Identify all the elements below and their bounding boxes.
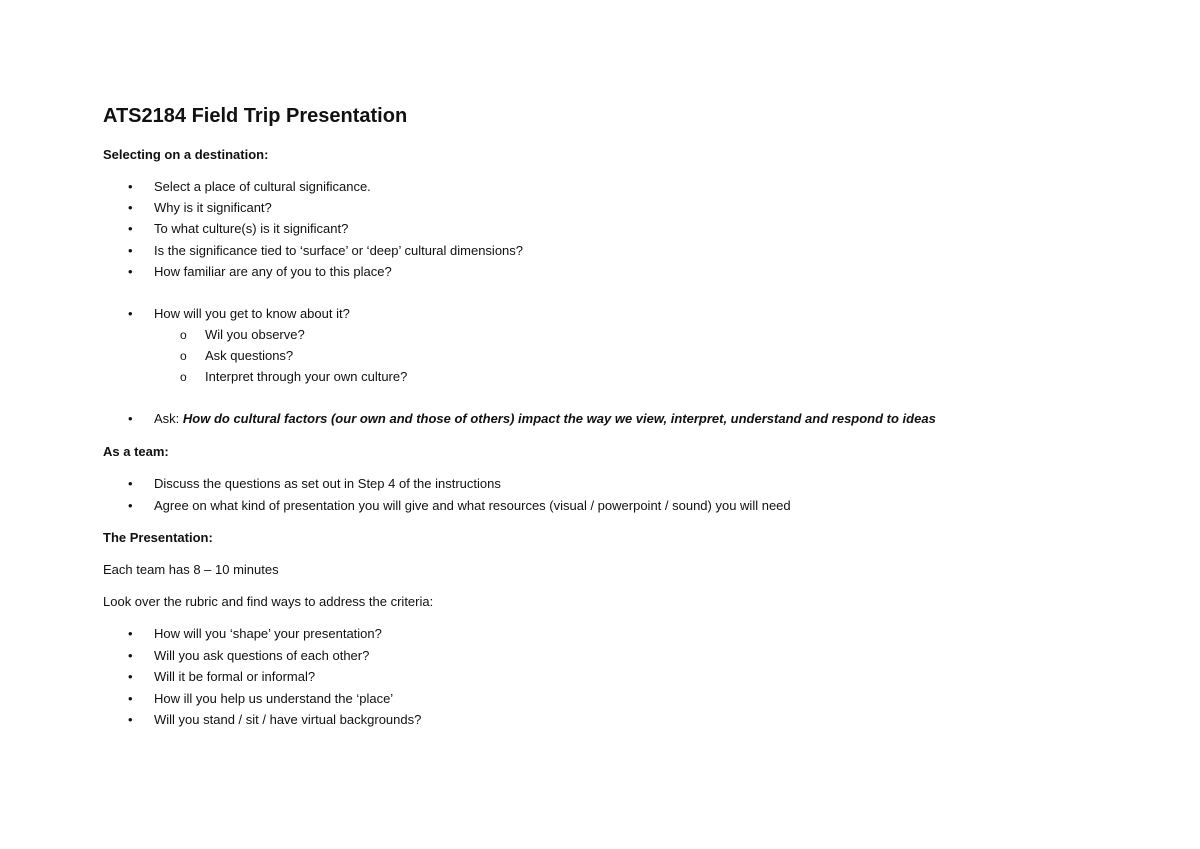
list-item-text: Why is it significant?: [154, 200, 272, 215]
rubric-instruction-text: Look over the rubric and find ways to address the criteria:: [103, 594, 434, 609]
time-limit-text: Each team has 8 – 10 minutes: [103, 562, 279, 577]
bullet-icon: •: [128, 476, 133, 491]
list-item-text: Agree on what kind of presentation you will give and what resources (visual / powerpoint / sound) you will need: [154, 498, 791, 513]
bullet-icon: •: [128, 648, 133, 663]
bullet-icon: •: [128, 200, 133, 215]
section-heading-team: As a team:: [103, 444, 169, 459]
sub-list-item-text: Interpret through your own culture?: [205, 369, 408, 384]
list-item-text: How familiar are any of you to this place?: [154, 264, 392, 279]
sub-bullet-icon: o: [180, 370, 187, 384]
bullet-icon: •: [128, 306, 133, 321]
bullet-icon: •: [128, 411, 133, 426]
bullet-icon: •: [128, 712, 133, 727]
list-item-text: Is the significance tied to ‘surface’ or ‘deep’ cultural dimensions?: [154, 243, 524, 258]
list-item-text: Discuss the questions as set out in Step 4 of the instructions: [154, 476, 501, 491]
bullet-icon: •: [128, 626, 133, 641]
section-heading-destination: Selecting on a destination:: [103, 147, 269, 162]
bullet-icon: •: [128, 221, 133, 236]
section-heading-presentation: The Presentation:: [103, 530, 213, 545]
list-item-text: How ill you help us understand the ‘place’: [154, 691, 394, 706]
list-item-text: Select a place of cultural significance.: [154, 179, 371, 194]
bullet-icon: •: [128, 243, 133, 258]
sub-bullet-icon: o: [180, 349, 187, 363]
bullet-icon: •: [128, 179, 133, 194]
sub-bullet-icon: o: [180, 328, 187, 342]
bullet-icon: •: [128, 691, 133, 706]
list-item-text: To what culture(s) is it significant?: [154, 221, 349, 236]
bullet-icon: •: [128, 498, 133, 513]
bullet-icon: •: [128, 669, 133, 684]
sub-list-item-text: Wil you observe?: [205, 327, 305, 342]
list-item-text: Will you stand / sit / have virtual backgrounds?: [154, 712, 422, 727]
ask-prefix: Ask:: [154, 411, 183, 426]
list-item-text: Will it be formal or informal?: [154, 669, 316, 684]
document-title: ATS2184 Field Trip Presentation: [103, 105, 408, 127]
list-item-text: How will you ‘shape’ your presentation?: [154, 626, 382, 641]
bullet-icon: •: [128, 264, 133, 279]
list-item-text: Will you ask questions of each other?: [154, 648, 370, 663]
sub-list-item-text: Ask questions?: [205, 348, 294, 363]
list-item-text: How will you get to know about it?: [154, 306, 350, 321]
ask-question: How do cultural factors (our own and those of others) impact the way we view, interpret, understand and respond to ideas: [182, 411, 936, 426]
list-item-text: [154, 410, 936, 428]
